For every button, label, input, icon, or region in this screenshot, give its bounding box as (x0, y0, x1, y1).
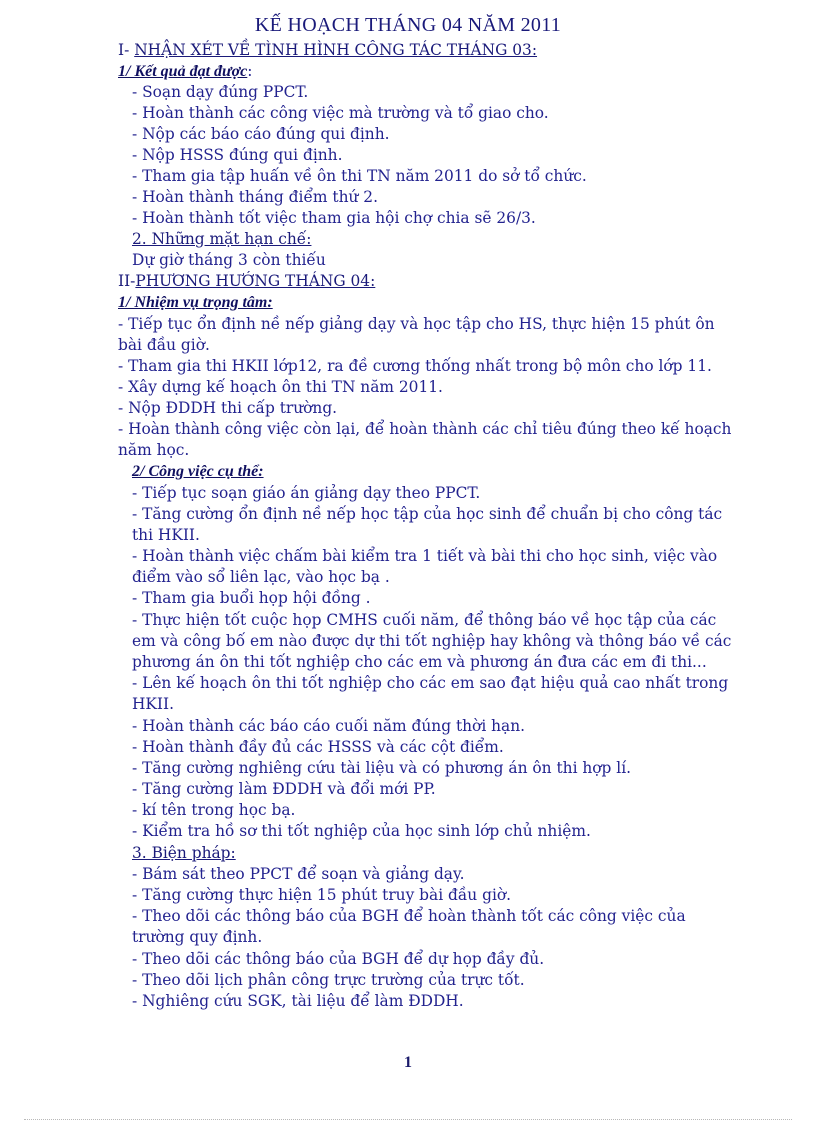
work-item: - Lên kế hoạch ôn thi tốt nghiệp cho các em sao đạt hiệu quả cao nhất trong (132, 674, 729, 692)
result-item: - Hoàn thành tốt việc tham gia hội chợ chia sẽ 26/3. (132, 209, 536, 227)
results-subheading-suffix: : (247, 62, 253, 80)
work-item: thi HKII. (132, 526, 200, 544)
work-item: em và công bố em nào được dự thi tốt nghiệp hay không và thông báo về các (132, 632, 732, 650)
work-item: - Tăng cường ổn định nề nếp học tập của học sinh để chuẩn bị cho công tác (132, 505, 723, 523)
work-item: - Hoàn thành các báo cáo cuối năm đúng thời hạn. (132, 717, 526, 735)
result-item: - Hoàn thành các công việc mà trường và tổ giao cho. (132, 104, 549, 122)
work-item: phương án ôn thi tốt nghiệp cho các em và phương án đưa các em đi thi... (132, 653, 707, 671)
work-item: - kí tên trong học bạ. (132, 801, 296, 819)
measure-item: - Theo dõi các thông báo của BGH để dự họp đầy đủ. (132, 950, 545, 968)
result-item: - Nộp HSSS đúng qui định. (132, 146, 343, 164)
result-item: - Nộp các báo cáo đúng qui định. (132, 125, 390, 143)
measure-item: trường quy định. (132, 928, 263, 946)
specific-work-subheading-label: 2/ Công việc cụ thể: (132, 463, 264, 480)
section-1-heading (118, 40, 537, 60)
task-item: - Hoàn thành công việc còn lại, để hoàn thành các chỉ tiêu đúng theo kế hoạch (118, 420, 732, 438)
work-item: HKII. (132, 695, 174, 713)
section-2-prefix: II- (118, 272, 136, 290)
work-item: điểm vào sổ liên lạc, vào học bạ . (132, 568, 390, 586)
section-2-heading (118, 271, 375, 291)
measure-item: - Bám sát theo PPCT để soạn và giảng dạy. (132, 865, 465, 883)
result-item: - Soạn dạy đúng PPCT. (132, 83, 309, 101)
measures-subheading: 3. Biện pháp: (132, 844, 236, 862)
task-item-continued: bài đầu giờ. (118, 336, 210, 354)
measure-item: - Tăng cường thực hiện 15 phút truy bài đầu giờ. (132, 886, 512, 904)
section-1-prefix: I- (118, 41, 135, 59)
page-number: 1 (404, 1054, 412, 1071)
work-item: - Thực hiện tốt cuộc họp CMHS cuối năm, để thông báo về học tập của các (132, 611, 717, 629)
results-subheading (118, 61, 252, 82)
task-item: - Nộp ĐDDH thi cấp trường. (118, 399, 338, 417)
work-item: - Tiếp tục soạn giáo án giảng dạy theo PPCT. (132, 484, 481, 502)
measure-item: - Theo dõi các thông báo của BGH để hoàn thành tốt các công việc của (132, 907, 686, 925)
task-item: - Tham gia thi HKII lớp12, ra đề cương thống nhất trong bộ môn cho lớp 11. (118, 357, 712, 375)
work-item: - Hoàn thành đầy đủ các HSSS và các cột điểm. (132, 738, 504, 756)
work-item: - Tăng cường nghiêng cứu tài liệu và có phương án ôn thi hợp lí. (132, 759, 632, 777)
key-tasks-subheading (118, 292, 273, 313)
result-item: - Hoàn thành tháng điểm thứ 2. (132, 188, 378, 206)
limits-subheading: 2. Những mặt hạn chế: (132, 230, 312, 248)
task-item: - Tiếp tục ổn định nề nếp giảng dạy và học tập cho HS, thực hiện 15 phút ôn (118, 315, 715, 333)
work-item: - Tăng cường làm ĐDDH và đổi mới PP. (132, 780, 436, 798)
work-item: - Hoàn thành việc chấm bài kiểm tra 1 tiết và bài thi cho học sinh, việc vào (132, 547, 718, 565)
work-item: - Tham gia buổi họp hội đồng . (132, 589, 371, 607)
results-subheading-label: 1/ Kết quả đạt được (118, 63, 248, 80)
measure-item: - Theo dõi lịch phân công trực trường của trực tốt. (132, 971, 525, 989)
result-item: - Tham gia tập huấn về ôn thi TN năm 2011 do sở tổ chức. (132, 167, 587, 185)
document-title: KẾ HOẠCH THÁNG 04 NĂM 2011 (254, 14, 562, 36)
section-2-title: PHƯƠNG HƯỚNG THÁNG 04: (135, 272, 376, 290)
section-1-title: NHẬN XÉT VỀ TÌNH HÌNH CÔNG TÁC THÁNG 03: (134, 41, 538, 59)
specific-work-subheading (132, 461, 264, 482)
measure-item: - Nghiêng cứu SGK, tài liệu để làm ĐDDH. (132, 992, 464, 1010)
page-bottom-rule (24, 1119, 792, 1120)
task-item: - Xây dựng kế hoạch ôn thi TN năm 2011. (118, 378, 443, 396)
key-tasks-subheading-label: 1/ Nhiệm vụ trọng tâm: (118, 294, 273, 311)
limit-item: Dự giờ tháng 3 còn thiếu (132, 251, 326, 269)
work-item: - Kiểm tra hồ sơ thi tốt nghiệp của học sinh lớp chủ nhiệm. (132, 822, 591, 840)
task-item-continued: năm học. (118, 441, 190, 459)
